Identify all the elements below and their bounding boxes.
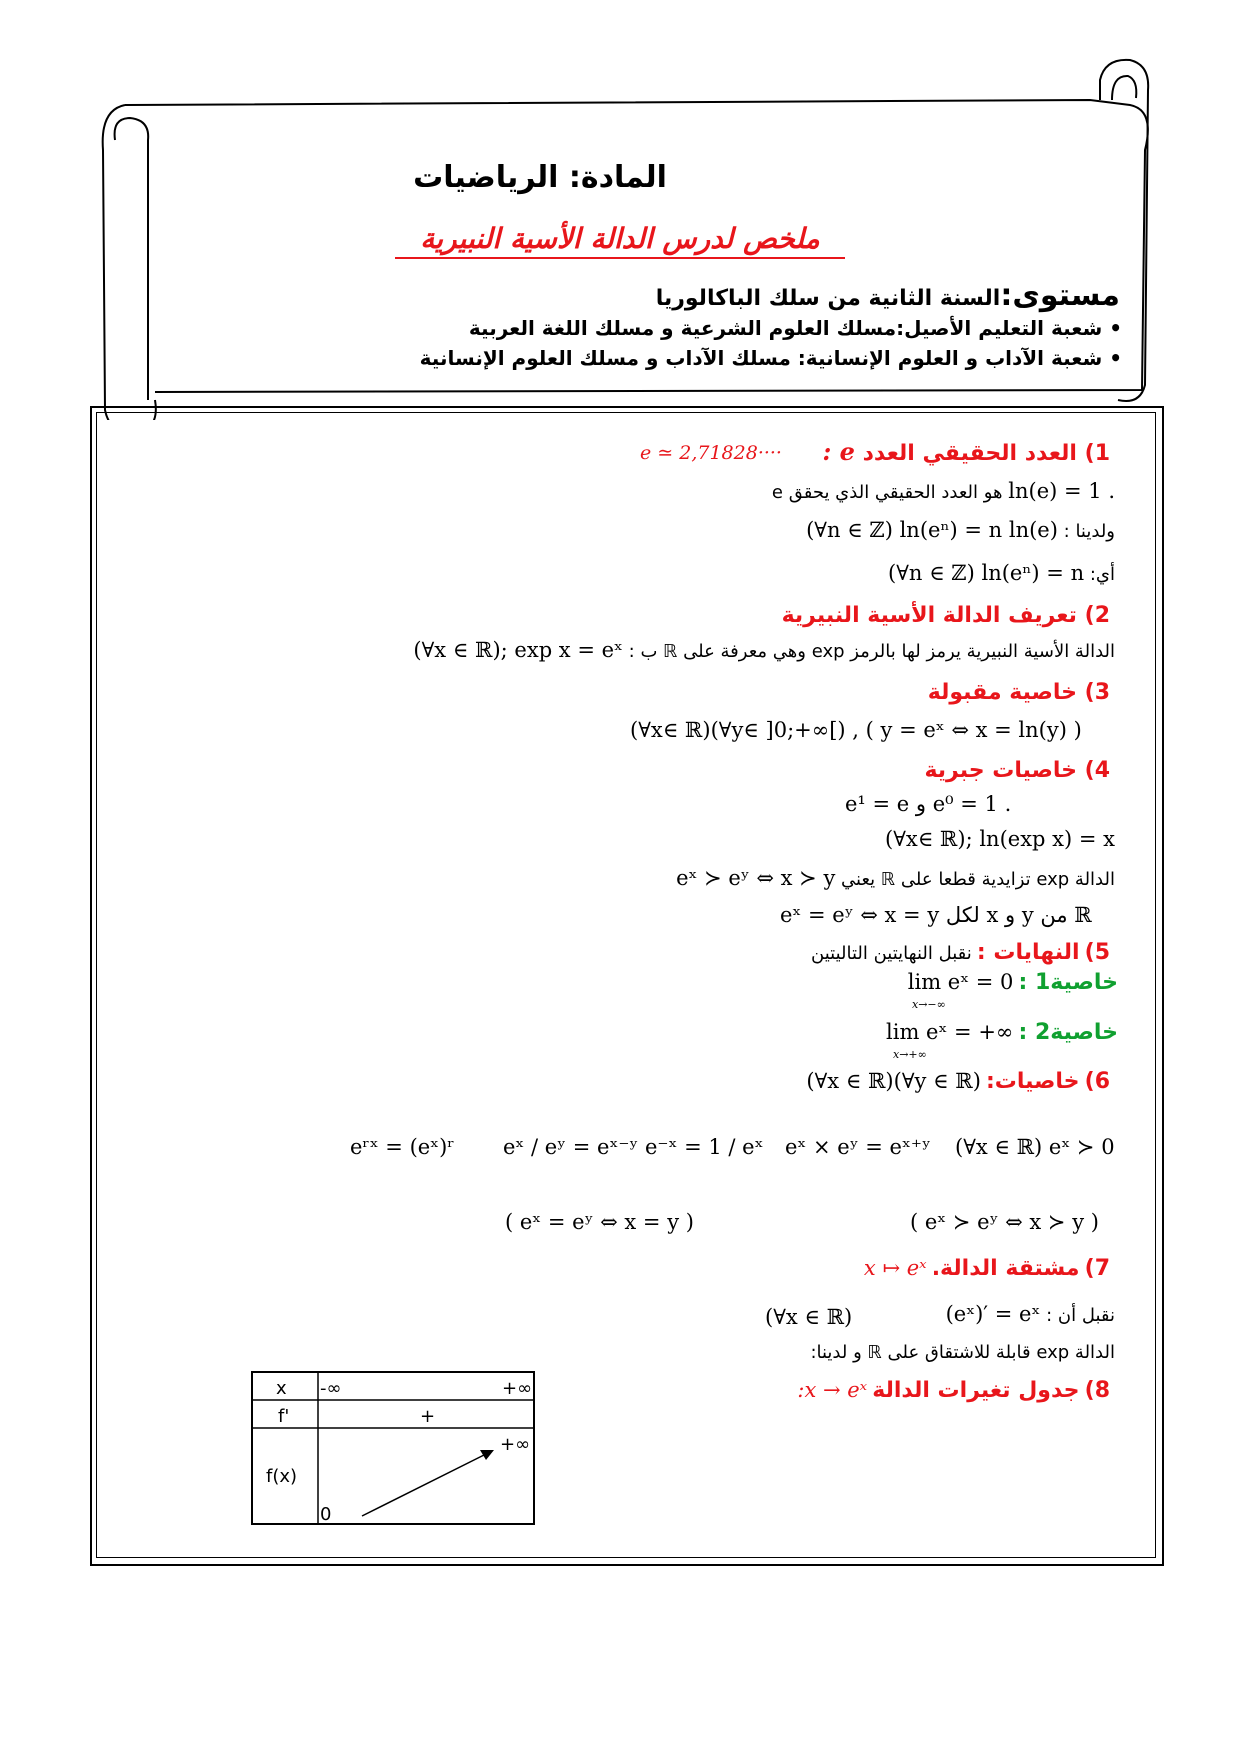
- s1-line3-text: أي:: [1089, 564, 1115, 585]
- s1-line1-math: ln(e) = 1 .: [1008, 479, 1115, 503]
- section-7-func: x ↦ eˣ: [863, 1256, 927, 1280]
- subject-value: الرياضيات: [413, 160, 559, 195]
- s6-quant: (∀x ∈ ℝ)(∀y ∈ ℝ): [806, 1069, 981, 1093]
- s5-prop2-label: خاصية2 :: [1018, 1020, 1118, 1045]
- s6-g: ( eˣ = eʸ ⇔ x = y ): [505, 1210, 694, 1234]
- s1-line1: [615, 479, 1115, 503]
- vt-x-to: +∞: [502, 1378, 533, 1399]
- branch-1-text: شعبة التعليم الأصيل:مسلك العلوم الشرعية و مسلك اللغة العربية: [468, 316, 1103, 340]
- s2-math: (∀x ∈ ℝ); exp x = eˣ: [413, 638, 623, 662]
- section-4-num: 4): [1084, 758, 1110, 783]
- s6-a: (∀x ∈ ℝ) eˣ ≻ 0: [955, 1135, 1115, 1159]
- s5-prop1-sub: x→−∞: [912, 998, 946, 1011]
- lesson-title: ملخص لدرس الدالة الأسية النبيرية: [395, 222, 845, 259]
- s4-line2: (∀x∈ ℝ); ln(exp x) = x: [885, 827, 1115, 851]
- section-3-heading: [610, 680, 1110, 705]
- s2-line: [105, 638, 1115, 662]
- vt-x-label: x: [276, 1378, 287, 1399]
- section-3-num: 3): [1084, 680, 1110, 705]
- section-1-title: العدد الحقيقي العدد: [862, 441, 1077, 466]
- section-2-heading: [610, 603, 1110, 628]
- s4-line3-math: eˣ ≻ eʸ ⇔ x ≻ y: [676, 866, 836, 890]
- s4-line1: e¹ = e و e⁰ = 1 .: [845, 792, 1012, 816]
- section-3-title: خاصية مقبولة: [927, 680, 1077, 705]
- s4-line3-text: الدالة exp تزايدية قطعا على ℝ يعني: [841, 869, 1115, 890]
- s7-line1: [615, 1302, 1115, 1326]
- branch-1: • شعبة التعليم الأصيل:مسلك العلوم الشرعية و مسلك اللغة العربية: [468, 316, 1122, 340]
- section-5-num: 5): [1084, 940, 1110, 965]
- s7-line1-text: نقبل أن :: [1046, 1305, 1115, 1326]
- section-7-heading: [610, 1256, 1110, 1281]
- variation-table: [250, 1370, 540, 1530]
- s5-prop2: [818, 1020, 1118, 1045]
- section-6-heading: [610, 1069, 1110, 1094]
- section-1-num: 1): [1084, 441, 1110, 466]
- section-8-title: جدول تغيرات الدالة: [872, 1378, 1080, 1403]
- vt-fp-label: f': [278, 1406, 290, 1427]
- vt-f-label: f(x): [266, 1466, 298, 1487]
- section-5-title: النهايات :: [976, 940, 1080, 965]
- section-8-heading: [660, 1378, 1110, 1403]
- branch-2: • شعبة الآداب و العلوم الإنسانية: مسلك الآداب و مسلك العلوم الإنسانية: [419, 346, 1122, 370]
- level-value: السنة الثانية من سلك الباكالوريا: [655, 286, 1001, 311]
- s1-line2-text: ولدينا :: [1063, 521, 1115, 542]
- s5-prop1-label: خاصية1 :: [1018, 970, 1118, 995]
- s4-line3: [515, 866, 1115, 890]
- s7-quant: (∀x ∈ ℝ): [765, 1305, 853, 1329]
- section-8-num: 8): [1084, 1378, 1110, 1403]
- s6-b: eˣ × eʸ = eˣ⁺ʸ: [785, 1135, 931, 1159]
- vt-sign: +: [420, 1406, 436, 1427]
- section-2-title: تعريف الدالة الأسية النبيرية: [781, 603, 1077, 628]
- section-6-num: 6): [1084, 1069, 1110, 1094]
- section-1-heading: [750, 437, 1110, 466]
- s6-d: eˣ / eʸ = eˣ⁻ʸ: [503, 1135, 639, 1159]
- s1-line2-math: (∀n ∈ ℤ) ln(eⁿ) = n ln(e): [806, 518, 1058, 542]
- s6-c: e⁻ˣ = 1 / eˣ: [645, 1135, 764, 1159]
- subject-label: المادة: [580, 160, 667, 195]
- section-2-num: 2): [1084, 603, 1110, 628]
- s5-prop2-math: lim eˣ = +∞: [886, 1020, 1014, 1044]
- section-7-title: مشتقة الدالة.: [931, 1256, 1080, 1281]
- variation-arrow-head: [480, 1450, 494, 1460]
- level-line: [420, 278, 1120, 313]
- vt-f-from: 0: [320, 1504, 332, 1525]
- section-4-heading: [610, 758, 1110, 783]
- s5-prop1-math: lim eˣ = 0: [907, 970, 1014, 994]
- level-label: مستوى:: [1000, 278, 1120, 313]
- s6-e: eʳˣ = (eˣ)ʳ: [350, 1135, 455, 1159]
- s6-f: ( eˣ ≻ eʸ ⇔ x ≻ y ): [910, 1210, 1099, 1234]
- section-5-note: نقبل النهايتين التاليتين: [811, 943, 972, 964]
- s5-prop1: [818, 970, 1118, 995]
- s7-line2: الدالة exp قابلة للاشتقاق على ℝ و لدينا:: [810, 1342, 1115, 1363]
- subject-line: [300, 160, 780, 195]
- section-7-num: 7): [1084, 1256, 1110, 1281]
- vt-f-to: +∞: [500, 1434, 531, 1455]
- section-4-title: خاصيات جبرية: [924, 758, 1077, 783]
- s1-line3-math: (∀n ∈ ℤ) ln(eⁿ) = n: [888, 561, 1085, 585]
- section-5-heading: [610, 940, 1110, 965]
- s2-text: الدالة الأسية النبيرية يرمز لها بالرمز exp وهي معرفة على ℝ ب :: [628, 641, 1115, 662]
- s3-math: (∀x∈ ℝ)(∀y∈ ]0;+∞[) , ( y = eˣ ⇔ x = ln(y) ): [630, 718, 1082, 742]
- s4-line4: eˣ = eʸ ⇔ x = y لكل x و y من ℝ: [780, 903, 1092, 927]
- section-1-approx: e ≃ 2,71828····: [640, 442, 782, 464]
- s1-line2: [615, 518, 1115, 542]
- s1-line3: [615, 561, 1115, 585]
- s7-line1-math: (eˣ)′ = eˣ: [945, 1302, 1041, 1326]
- vt-x-from: -∞: [320, 1378, 342, 1399]
- subject-sep: :: [568, 160, 581, 195]
- variation-arrow: [362, 1454, 486, 1516]
- s5-prop2-sub: x→+∞: [893, 1048, 927, 1061]
- section-6-title: خاصيات:: [986, 1069, 1080, 1094]
- branch-2-text: شعبة الآداب و العلوم الإنسانية: مسلك الآداب و مسلك العلوم الإنسانية: [419, 346, 1103, 370]
- section-1-symbol: e :: [822, 437, 855, 466]
- section-8-func: :x → eˣ: [797, 1378, 868, 1402]
- s1-line1-text: e هو العدد الحقيقي الذي يحقق: [771, 482, 1003, 503]
